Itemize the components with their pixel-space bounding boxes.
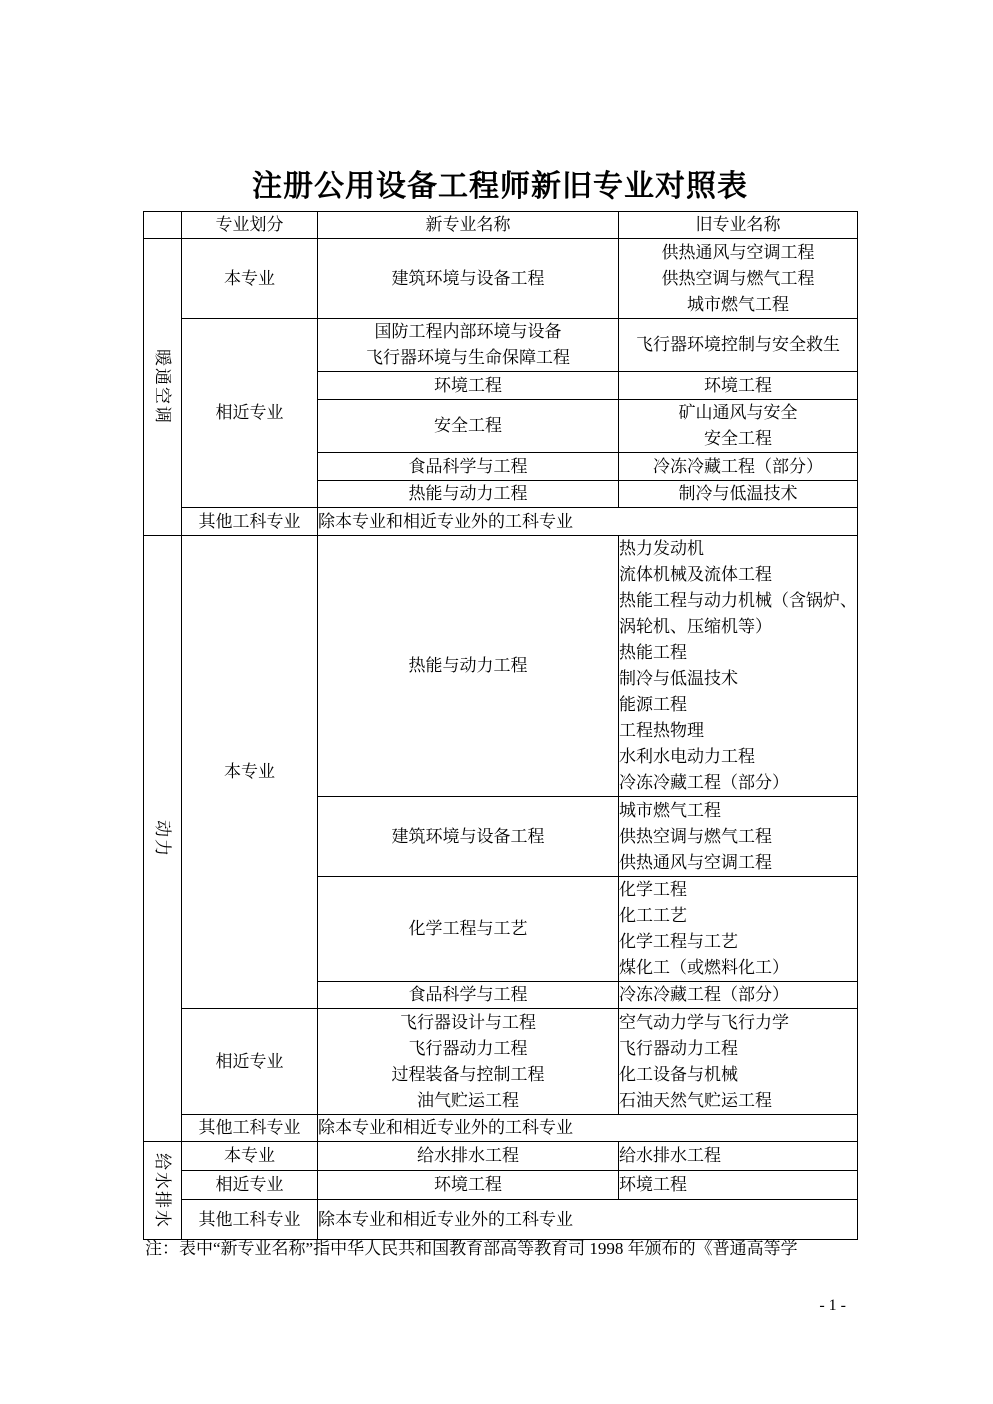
table-row [144, 1171, 858, 1200]
new-major-cell: 化学工程与工艺 [318, 877, 619, 982]
footnote: 注：表中“新专业名称”指中华人民共和国教育部高等教育司 1998 年颁布的《普通高等学 [145, 1239, 798, 1258]
page-title: 注册公用设备工程师新旧专业对照表 [252, 170, 748, 203]
table-row [144, 536, 858, 797]
other-majors-cell: 除本专业和相近专业外的工科专业 [318, 1115, 858, 1142]
table-row [144, 1200, 858, 1240]
new-major-cell: 环境工程 [318, 1171, 619, 1200]
category-cell-hvac [144, 239, 182, 536]
division-cell: 本专业 [182, 1142, 318, 1171]
other-majors-cell: 除本专业和相近专业外的工科专业 [318, 1200, 858, 1240]
header-division: 专业划分 [182, 212, 318, 239]
division-cell: 相近专业 [182, 319, 318, 508]
division-cell: 相近专业 [182, 1171, 318, 1200]
new-major-cell: 热能与动力工程 [318, 536, 619, 797]
new-major-cell: 建筑环境与设备工程 [318, 797, 619, 877]
page-number: - 1 - [819, 1297, 846, 1314]
old-major-cell: 制冷与低温技术 [619, 481, 858, 508]
other-majors-cell: 除本专业和相近专业外的工科专业 [318, 508, 858, 536]
old-major-cell: 冷冻冷藏工程（部分） [619, 982, 858, 1009]
table-row [144, 1009, 858, 1115]
old-major-cell: 供热通风与空调工程 供热空调与燃气工程 城市燃气工程 [619, 239, 858, 319]
header-old-major: 旧专业名称 [619, 212, 858, 239]
table-header-row [144, 212, 858, 239]
category-label: 暖通空调 [153, 349, 172, 425]
old-major-cell: 冷冻冷藏工程（部分） [619, 453, 858, 481]
new-major-cell: 安全工程 [318, 400, 619, 453]
old-major-cell: 矿山通风与安全 安全工程 [619, 400, 858, 453]
table-row [144, 239, 858, 319]
header-corner-cell [144, 212, 182, 239]
category-cell-power [144, 536, 182, 1142]
table-row [144, 319, 858, 372]
division-cell: 其他工科专业 [182, 1200, 318, 1240]
new-major-cell: 给水排水工程 [318, 1142, 619, 1171]
division-cell: 其他工科专业 [182, 508, 318, 536]
old-major-cell: 空气动力学与飞行力学 飞行器动力工程 化工设备与机械 石油天然气贮运工程 [619, 1009, 858, 1115]
new-major-cell: 建筑环境与设备工程 [318, 239, 619, 319]
division-cell: 本专业 [182, 536, 318, 1009]
table-row [144, 1115, 858, 1142]
old-major-cell: 环境工程 [619, 1171, 858, 1200]
new-major-cell: 飞行器设计与工程 飞行器动力工程 过程装备与控制工程 油气贮运工程 [318, 1009, 619, 1115]
comparison-table [143, 211, 858, 1240]
old-major-cell: 给水排水工程 [619, 1142, 858, 1171]
table-row [144, 508, 858, 536]
division-cell: 本专业 [182, 239, 318, 319]
new-major-cell: 国防工程内部环境与设备 飞行器环境与生命保障工程 [318, 319, 619, 372]
division-cell: 其他工科专业 [182, 1115, 318, 1142]
new-major-cell: 环境工程 [318, 372, 619, 400]
header-new-major: 新专业名称 [318, 212, 619, 239]
table-row [144, 1142, 858, 1171]
category-cell-water [144, 1142, 182, 1240]
old-major-cell: 城市燃气工程 供热空调与燃气工程 供热通风与空调工程 [619, 797, 858, 877]
category-label: 给水排水 [153, 1152, 172, 1229]
new-major-cell: 热能与动力工程 [318, 481, 619, 508]
new-major-cell: 食品科学与工程 [318, 982, 619, 1009]
old-major-cell: 飞行器环境控制与安全救生 [619, 319, 858, 372]
category-label: 动力 [153, 819, 172, 858]
division-cell: 相近专业 [182, 1009, 318, 1115]
old-major-cell: 热力发动机 流体机械及流体工程 热能工程与动力机械（含锅炉、涡轮机、压缩机等） 热能工程 制冷与低温技术 能源工程 工程热物理 水利水电动力工程 冷冻冷藏工程（部分） [619, 536, 858, 797]
new-major-cell: 食品科学与工程 [318, 453, 619, 481]
old-major-cell: 环境工程 [619, 372, 858, 400]
old-major-cell: 化学工程 化工工艺 化学工程与工艺 煤化工（或燃料化工） [619, 877, 858, 982]
